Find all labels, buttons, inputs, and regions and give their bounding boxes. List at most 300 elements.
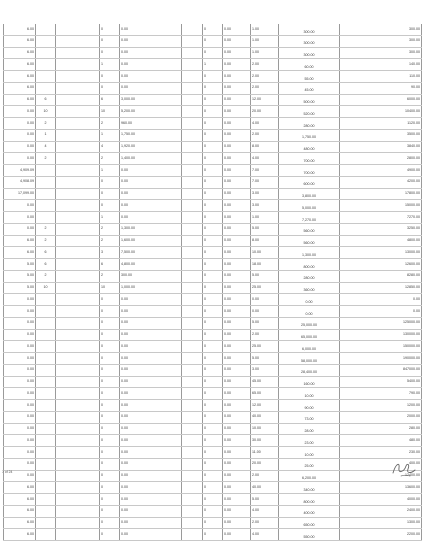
cell-issued-amount: 960.00 [120, 118, 182, 130]
cell-total-amount: 190000.00 [340, 353, 422, 365]
table-row [4, 458, 422, 470]
table-row [4, 400, 422, 412]
cell-qty-received: 6.00 [4, 59, 36, 71]
table-row [4, 388, 422, 400]
cell-qty-returned: 0 [203, 400, 223, 412]
cell-balance-qty: 0.00 [251, 294, 279, 306]
cell-balance-qty: 20.00 [251, 106, 279, 118]
cell-qty-issued: 0 [100, 388, 120, 400]
cell-total-amount: 4200.00 [340, 176, 422, 188]
cell-total-amount: 17800.00 [340, 188, 422, 200]
table-row [4, 294, 422, 306]
cell-note [56, 118, 100, 130]
cell-qty-returned: 0 [203, 470, 223, 482]
cell-balance-qty: 2.00 [251, 59, 279, 71]
cell-qty-received: 5.00 [4, 259, 36, 271]
cell-unit-price: 73.00 [279, 411, 340, 423]
cell-unit-price: 65,000.00 [279, 329, 340, 341]
cell-balance-qty: 5.00 [251, 353, 279, 365]
cell-total-amount: 12400.00 [340, 470, 422, 482]
cell-returned-amount: 0.00 [223, 400, 251, 412]
cell-issued-amount: 0.00 [120, 24, 182, 35]
cell-note [56, 317, 100, 329]
cell-note [56, 71, 100, 83]
cell-returned-amount: 0.00 [223, 529, 251, 541]
cell-qty-ordered: 1 [36, 129, 56, 141]
cell-returned-amount: 0.00 [223, 153, 251, 165]
cell-qty-issued: 0 [100, 71, 120, 83]
cell-qty-issued: 0 [100, 411, 120, 423]
cell-qty-ordered [36, 529, 56, 541]
cell-total-amount: 790.00 [340, 388, 422, 400]
cell-qty-issued: 0 [100, 317, 120, 329]
cell-total-amount: 8280.00 [340, 270, 422, 282]
cell-issued-amount: 0.00 [120, 411, 182, 423]
cell-unit-price: 650.00 [279, 517, 340, 529]
cell-blank [182, 376, 203, 388]
cell-issued-amount: 0.00 [120, 82, 182, 94]
ledger-body [4, 24, 422, 541]
cell-returned-amount: 0.00 [223, 282, 251, 294]
cell-qty-received: 0.00 [4, 129, 36, 141]
cell-note [56, 129, 100, 141]
cell-qty-issued: 1 [100, 212, 120, 224]
cell-qty-returned: 0 [203, 223, 223, 235]
table-row [4, 364, 422, 376]
cell-returned-amount: 0.00 [223, 517, 251, 529]
cell-returned-amount: 0.00 [223, 247, 251, 259]
cell-qty-returned: 0 [203, 270, 223, 282]
cell-qty-issued: 10 [100, 106, 120, 118]
cell-issued-amount: 0.00 [120, 188, 182, 200]
cell-issued-amount: 0.00 [120, 505, 182, 517]
cell-issued-amount: 0.00 [120, 435, 182, 447]
cell-qty-ordered: 2 [36, 235, 56, 247]
cell-balance-qty: 2.00 [251, 82, 279, 94]
cell-note [56, 59, 100, 71]
cell-returned-amount: 0.00 [223, 176, 251, 188]
table-row [4, 24, 422, 35]
table-row [4, 141, 422, 153]
table-row [4, 176, 422, 188]
cell-qty-ordered: 2 [36, 153, 56, 165]
cell-issued-amount: 0.00 [120, 353, 182, 365]
cell-note [56, 400, 100, 412]
table-row [4, 153, 422, 165]
cell-note [56, 294, 100, 306]
cell-returned-amount: 0.00 [223, 423, 251, 435]
cell-note [56, 529, 100, 541]
cell-note [56, 388, 100, 400]
cell-blank [182, 435, 203, 447]
table-row [4, 306, 422, 318]
cell-qty-ordered [36, 200, 56, 212]
cell-qty-ordered [36, 165, 56, 177]
cell-qty-received: 6.00 [4, 517, 36, 529]
cell-balance-qty: 3.00 [251, 364, 279, 376]
cell-unit-price: 340.00 [279, 482, 340, 494]
cell-issued-amount: 0.00 [120, 71, 182, 83]
cell-unit-price: 520.00 [279, 106, 340, 118]
cell-qty-issued: 10 [100, 282, 120, 294]
cell-qty-issued: 1 [100, 165, 120, 177]
cell-qty-ordered: 10 [36, 282, 56, 294]
cell-qty-received: 17,099.00 [4, 188, 36, 200]
cell-qty-issued: 0 [100, 294, 120, 306]
table-row [4, 341, 422, 353]
cell-qty-issued: 2 [100, 153, 120, 165]
cell-qty-returned: 0 [203, 165, 223, 177]
cell-unit-price: 10.00 [279, 388, 340, 400]
cell-blank [182, 106, 203, 118]
cell-unit-price: 500.00 [279, 94, 340, 106]
cell-issued-amount: 0.00 [120, 200, 182, 212]
cell-returned-amount: 0.00 [223, 235, 251, 247]
cell-returned-amount: 0.00 [223, 388, 251, 400]
cell-qty-issued: 4 [100, 141, 120, 153]
cell-balance-qty: 4.00 [251, 118, 279, 130]
cell-blank [182, 529, 203, 541]
cell-returned-amount: 0.00 [223, 482, 251, 494]
cell-note [56, 247, 100, 259]
cell-qty-ordered [36, 447, 56, 459]
cell-blank [182, 223, 203, 235]
cell-blank [182, 329, 203, 341]
table-row [4, 35, 422, 47]
cell-issued-amount: 0.00 [120, 165, 182, 177]
cell-issued-amount: 0.00 [120, 388, 182, 400]
cell-total-amount: 140.00 [340, 59, 422, 71]
cell-qty-returned: 0 [203, 129, 223, 141]
table-row [4, 270, 422, 282]
cell-qty-ordered [36, 176, 56, 188]
cell-returned-amount: 0.00 [223, 317, 251, 329]
cell-blank [182, 317, 203, 329]
ledger-sheet [3, 24, 421, 539]
cell-qty-issued: 0 [100, 82, 120, 94]
cell-qty-ordered [36, 294, 56, 306]
cell-unit-price: 280.00 [279, 118, 340, 130]
table-row [4, 106, 422, 118]
cell-total-amount: 300.00 [340, 35, 422, 47]
cell-issued-amount: 1,750.00 [120, 129, 182, 141]
cell-qty-issued: 0 [100, 47, 120, 59]
cell-balance-qty: 5.00 [251, 223, 279, 235]
cell-issued-amount: 4,800.00 [120, 259, 182, 271]
cell-total-amount: 280.00 [340, 423, 422, 435]
cell-total-amount: 90.00 [340, 82, 422, 94]
cell-blank [182, 282, 203, 294]
cell-total-amount: 3250.00 [340, 223, 422, 235]
cell-blank [182, 200, 203, 212]
cell-qty-issued: 0 [100, 400, 120, 412]
cell-qty-issued: 1 [100, 59, 120, 71]
cell-returned-amount: 0.00 [223, 494, 251, 506]
table-row [4, 282, 422, 294]
cell-note [56, 165, 100, 177]
cell-qty-issued: 0 [100, 505, 120, 517]
table-row [4, 118, 422, 130]
table-row [4, 200, 422, 212]
cell-qty-ordered: 6 [36, 259, 56, 271]
cell-blank [182, 411, 203, 423]
cell-qty-ordered [36, 329, 56, 341]
cell-balance-qty: 40.00 [251, 411, 279, 423]
table-row [4, 447, 422, 459]
cell-returned-amount: 0.00 [223, 82, 251, 94]
cell-qty-received: 6.00 [4, 47, 36, 59]
cell-qty-received: 0.00 [4, 364, 36, 376]
cell-qty-received: 0.00 [4, 294, 36, 306]
cell-qty-returned: 0 [203, 329, 223, 341]
cell-unit-price: 0.00 [279, 294, 340, 306]
cell-qty-issued: 0 [100, 176, 120, 188]
cell-unit-price: 58,000.00 [279, 353, 340, 365]
cell-qty-ordered [36, 188, 56, 200]
cell-blank [182, 235, 203, 247]
cell-qty-received: 0.00 [4, 447, 36, 459]
cell-total-amount: 2200.00 [340, 529, 422, 541]
cell-issued-amount: 0.00 [120, 447, 182, 459]
table-row [4, 435, 422, 447]
cell-returned-amount: 0.00 [223, 94, 251, 106]
cell-qty-ordered [36, 47, 56, 59]
cell-returned-amount: 0.00 [223, 353, 251, 365]
cell-qty-ordered [36, 364, 56, 376]
cell-note [56, 494, 100, 506]
cell-total-amount: 10400.00 [340, 106, 422, 118]
cell-qty-issued: 0 [100, 341, 120, 353]
table-row [4, 188, 422, 200]
cell-qty-received: 0.00 [4, 306, 36, 318]
table-row [4, 353, 422, 365]
cell-issued-amount: 0.00 [120, 400, 182, 412]
cell-qty-received: 0.00 [4, 223, 36, 235]
cell-blank [182, 94, 203, 106]
cell-qty-ordered: 4 [36, 141, 56, 153]
cell-total-amount: 130000.00 [340, 329, 422, 341]
cell-qty-issued: 0 [100, 458, 120, 470]
cell-qty-returned: 0 [203, 106, 223, 118]
cell-qty-returned: 0 [203, 529, 223, 541]
cell-unit-price: 560.00 [279, 223, 340, 235]
table-row [4, 259, 422, 271]
cell-qty-issued: 0 [100, 188, 120, 200]
cell-qty-ordered [36, 435, 56, 447]
cell-qty-received: 6.00 [4, 24, 36, 35]
cell-issued-amount: 0.00 [120, 376, 182, 388]
cell-qty-received: 0.00 [4, 400, 36, 412]
cell-note [56, 94, 100, 106]
cell-qty-issued: 6 [100, 94, 120, 106]
cell-qty-returned: 0 [203, 341, 223, 353]
cell-balance-qty: 7.00 [251, 165, 279, 177]
table-row [4, 94, 422, 106]
cell-blank [182, 118, 203, 130]
cell-qty-received: 0.00 [4, 200, 36, 212]
cell-note [56, 353, 100, 365]
page-number: 7 of 24 [2, 470, 13, 474]
cell-total-amount: 300.00 [340, 24, 422, 35]
cell-qty-returned: 0 [203, 458, 223, 470]
cell-issued-amount: 0.00 [120, 341, 182, 353]
cell-blank [182, 129, 203, 141]
cell-returned-amount: 0.00 [223, 71, 251, 83]
cell-total-amount: 1200.00 [340, 400, 422, 412]
cell-qty-returned: 0 [203, 118, 223, 130]
cell-qty-received: 6.00 [4, 494, 36, 506]
cell-balance-qty: 1.00 [251, 47, 279, 59]
cell-total-amount: 4000.00 [340, 494, 422, 506]
cell-issued-amount: 0.00 [120, 317, 182, 329]
table-row [4, 212, 422, 224]
cell-total-amount: 2000.00 [340, 411, 422, 423]
cell-blank [182, 82, 203, 94]
cell-qty-issued: 0 [100, 423, 120, 435]
cell-total-amount: 480.00 [340, 435, 422, 447]
cell-note [56, 235, 100, 247]
cell-returned-amount: 0.00 [223, 447, 251, 459]
table-row [4, 494, 422, 506]
cell-qty-returned: 0 [203, 259, 223, 271]
cell-qty-issued: 0 [100, 447, 120, 459]
cell-qty-ordered [36, 494, 56, 506]
cell-note [56, 106, 100, 118]
cell-total-amount: 13600.00 [340, 482, 422, 494]
cell-qty-received: 5.00 [4, 282, 36, 294]
cell-qty-received: 0.00 [4, 317, 36, 329]
cell-qty-returned: 0 [203, 247, 223, 259]
cell-balance-qty: 30.00 [251, 435, 279, 447]
cell-balance-qty: 7.00 [251, 176, 279, 188]
cell-total-amount: 1120.00 [340, 118, 422, 130]
cell-qty-received: 6.00 [4, 529, 36, 541]
cell-qty-returned: 0 [203, 388, 223, 400]
cell-note [56, 517, 100, 529]
cell-qty-returned: 1 [203, 59, 223, 71]
cell-qty-received: 6.00 [4, 235, 36, 247]
cell-unit-price: 45.00 [279, 82, 340, 94]
cell-blank [182, 176, 203, 188]
cell-unit-price: 55.00 [279, 71, 340, 83]
cell-issued-amount: 1,400.00 [120, 153, 182, 165]
cell-note [56, 223, 100, 235]
cell-unit-price: 6,000.00 [279, 341, 340, 353]
cell-qty-returned: 0 [203, 71, 223, 83]
cell-balance-qty: 12.00 [251, 94, 279, 106]
cell-issued-amount: 1,920.00 [120, 141, 182, 153]
cell-balance-qty: 4.00 [251, 505, 279, 517]
cell-unit-price: 25.00 [279, 458, 340, 470]
cell-qty-ordered: 10 [36, 106, 56, 118]
table-row [4, 517, 422, 529]
cell-returned-amount: 0.00 [223, 188, 251, 200]
cell-note [56, 458, 100, 470]
cell-issued-amount: 1,000.00 [120, 282, 182, 294]
cell-qty-ordered [36, 59, 56, 71]
cell-qty-returned: 0 [203, 235, 223, 247]
cell-qty-ordered [36, 411, 56, 423]
table-row [4, 165, 422, 177]
cell-blank [182, 353, 203, 365]
cell-qty-issued: 0 [100, 306, 120, 318]
cell-blank [182, 388, 203, 400]
cell-qty-ordered [36, 341, 56, 353]
cell-balance-qty: 4.00 [251, 529, 279, 541]
cell-balance-qty: 10.00 [251, 247, 279, 259]
cell-total-amount: 230.00 [340, 447, 422, 459]
table-row [4, 482, 422, 494]
cell-issued-amount: 1,600.00 [120, 235, 182, 247]
cell-qty-issued: 0 [100, 200, 120, 212]
cell-qty-issued: 0 [100, 529, 120, 541]
cell-total-amount: 0.00 [340, 306, 422, 318]
cell-note [56, 188, 100, 200]
cell-qty-issued: 2 [100, 223, 120, 235]
cell-qty-returned: 0 [203, 212, 223, 224]
cell-issued-amount: 0.00 [120, 458, 182, 470]
cell-qty-issued: 0 [100, 517, 120, 529]
cell-qty-returned: 0 [203, 306, 223, 318]
cell-note [56, 141, 100, 153]
cell-issued-amount: 3,000.00 [120, 94, 182, 106]
cell-qty-ordered [36, 376, 56, 388]
cell-unit-price: 700.00 [279, 153, 340, 165]
cell-returned-amount: 0.00 [223, 223, 251, 235]
cell-blank [182, 141, 203, 153]
cell-note [56, 505, 100, 517]
cell-returned-amount: 0.00 [223, 341, 251, 353]
cell-blank [182, 494, 203, 506]
cell-qty-issued: 0 [100, 364, 120, 376]
cell-unit-price: 550.00 [279, 529, 340, 541]
cell-issued-amount: 0.00 [120, 47, 182, 59]
cell-qty-received: 0.00 [4, 329, 36, 341]
cell-returned-amount: 0.00 [223, 141, 251, 153]
cell-qty-issued: 0 [100, 353, 120, 365]
cell-total-amount: 15000.00 [340, 200, 422, 212]
cell-balance-qty: 18.00 [251, 259, 279, 271]
cell-qty-received: 4,908.09 [4, 176, 36, 188]
cell-qty-received: 4,909.09 [4, 165, 36, 177]
cell-qty-ordered [36, 306, 56, 318]
cell-note [56, 153, 100, 165]
cell-qty-received: 0.00 [4, 470, 36, 482]
table-row [4, 47, 422, 59]
cell-balance-qty: 8.00 [251, 235, 279, 247]
cell-unit-price: 10.00 [279, 447, 340, 459]
cell-unit-price: 28.00 [279, 423, 340, 435]
cell-qty-returned: 0 [203, 482, 223, 494]
cell-balance-qty: 4.00 [251, 153, 279, 165]
cell-note [56, 329, 100, 341]
cell-issued-amount: 0.00 [120, 423, 182, 435]
cell-returned-amount: 0.00 [223, 435, 251, 447]
cell-total-amount: 125000.00 [340, 317, 422, 329]
cell-returned-amount: 0.00 [223, 165, 251, 177]
cell-balance-qty: 2.00 [251, 517, 279, 529]
cell-qty-returned: 0 [203, 435, 223, 447]
cell-issued-amount: 0.00 [120, 517, 182, 529]
cell-qty-received: 0.00 [4, 388, 36, 400]
cell-qty-returned: 0 [203, 188, 223, 200]
cell-balance-qty: 45.00 [251, 376, 279, 388]
cell-unit-price: 160.00 [279, 376, 340, 388]
cell-blank [182, 482, 203, 494]
cell-issued-amount: 0.00 [120, 306, 182, 318]
cell-qty-received: 5.00 [4, 270, 36, 282]
cell-qty-ordered [36, 82, 56, 94]
